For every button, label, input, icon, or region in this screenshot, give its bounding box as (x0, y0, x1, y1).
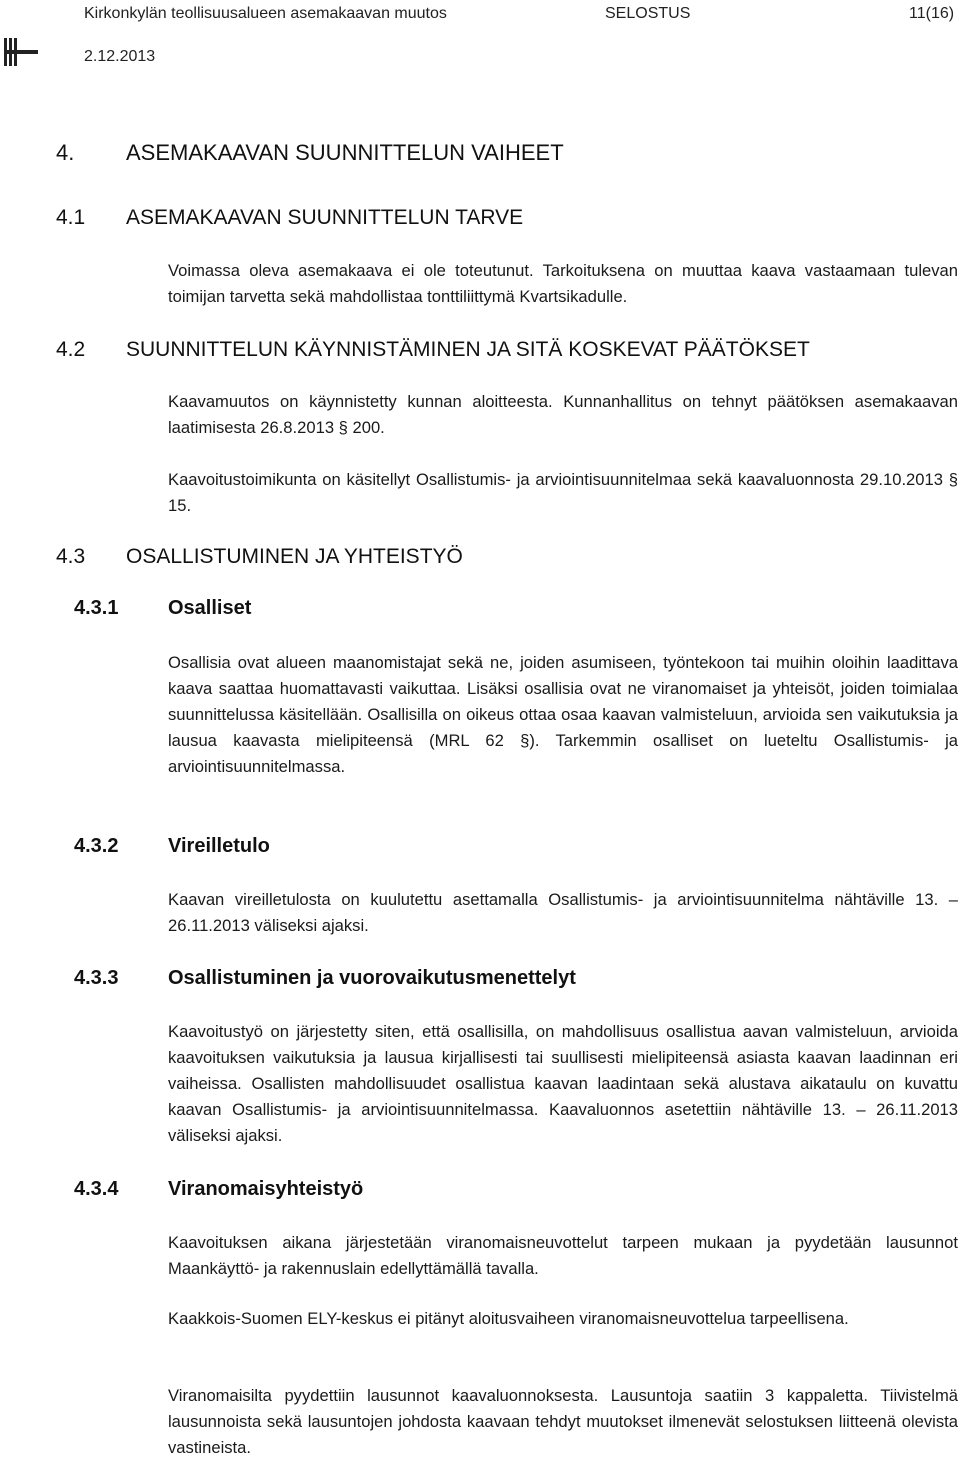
section-number: 4.3.1 (74, 597, 119, 619)
document-date: 2.12.2013 (84, 48, 156, 65)
section-number: 4.3.2 (74, 835, 119, 857)
section-number: 4.3.4 (74, 1178, 119, 1200)
section-title: Osallistuminen ja vuorovaikutusmenettelyt (168, 967, 576, 989)
paragraph: Kaavoitustoimikunta on käsitellyt Osallistumis- ja arviointisuunnitelmaa sekä kaavaluonnosta 29.10.2013 § 15. (168, 470, 958, 515)
section-heading-4 (56, 140, 564, 166)
section-title: ASEMAKAAVAN SUUNNITTELUN TARVE (126, 206, 524, 229)
section-heading-4-2 (56, 338, 810, 362)
paragraph: Viranomaisilta pyydettiin lausunnot kaavaluonnoksesta. Lausuntoja saatiin 3 kappaletta. Tiivistelmä lausunnoista sekä lausuntojen johdosta kaavaan tehdyt muutokset ilmenevät selostuksen liitteenä olevista vastineista. (168, 1386, 958, 1457)
section-number: 4.3.3 (74, 967, 119, 989)
paragraph: Osallisia ovat alueen maanomistajat sekä ne, joiden asumiseen, työntekoon tai muihin oloihin laadittava kaava saattaa huomattavasti vaikuttaa. Lisäksi osallisia ovat ne viranomaiset ja yhteisöt, joiden toimialaa suunnittelussa käsitellään. Osallisilla on oikeus ottaa osaa kaavan valmisteluun, arvioida sen vaikutuksia ja lausua kaavasta mielipiteensä (MRL 62 §). Tarkemmin osalliset on lueteltu Osallistumis- ja arviointisuunnitelmassa. (168, 653, 958, 776)
section-heading-4-3-2 (74, 835, 270, 858)
section-heading-4-3 (56, 545, 463, 569)
document-title: Kirkonkylän teollisuusalueen asemakaavan muutos (84, 5, 447, 22)
section-title: OSALLISTUMINEN JA YHTEISTYÖ (126, 545, 463, 568)
section-heading-4-3-4 (74, 1178, 363, 1201)
section-heading-4-3-3 (74, 967, 576, 990)
section-number: 4.2 (56, 338, 86, 361)
section-heading-4-1 (56, 206, 523, 230)
paragraph: Kaavan vireilletulosta on kuulutettu asettamalla Osallistumis- ja arviointisuunnitelma nähtäville 13. – 26.11.2013 väliseksi ajaksi. (168, 890, 958, 935)
section-title: ASEMAKAAVAN SUUNNITTELUN VAIHEET (126, 140, 564, 165)
document-type: SELOSTUS (605, 5, 691, 22)
section-title: Osalliset (168, 597, 252, 619)
section-title: Viranomaisyhteistyö (168, 1178, 364, 1200)
paragraph: Kaakkois-Suomen ELY-keskus ei pitänyt aloitusvaiheen viranomaisneuvottelua tarpeellisena. (168, 1309, 849, 1328)
paragraph: Kaavoitustyö on järjestetty siten, että osallisilla, on mahdollisuus osallistua aavan valmisteluun, arvioida kaavoituksen vaikutuksia ja lausua kirjallisesti tai suullisesti mielipiteensä asiasta kaavan laadinnan eri vaiheissa. Osallisten mahdollisuudet osallistua kaavan laadintaan sekä alustava aikataulu on kuvattu kaavan Osallistumis- ja arviointisuunnitelmassa. Kaavaluonnos asetettiin nähtäville 13. – 26.11.2013 väliseksi ajaksi. (168, 1022, 958, 1145)
page-number: 11(16) (909, 5, 955, 22)
section-number: 4.1 (56, 206, 86, 229)
section-heading-4-3-1 (74, 597, 251, 620)
section-title: Vireilletulo (168, 835, 270, 857)
paragraph: Kaavoituksen aikana järjestetään viranomaisneuvottelut tarpeen mukaan ja pyydetään lausunnot Maankäyttö- ja rakennuslain edellyttämällä tavalla. (168, 1233, 958, 1278)
paragraph: Voimassa oleva asemakaava ei ole toteutunut. Tarkoituksena on muuttaa kaava vastaamaan tulevan toimijan tarvetta sekä mahdollistaa tonttiliittymä Kvartsikadulle. (168, 261, 958, 306)
section-number: 4. (56, 140, 75, 165)
section-number: 4.3 (56, 545, 86, 568)
company-logo (4, 38, 38, 66)
section-title: SUUNNITTELUN KÄYNNISTÄMINEN JA SITÄ KOSKEVAT PÄÄTÖKSET (126, 338, 810, 361)
paragraph: Kaavamuutos on käynnistetty kunnan aloitteesta. Kunnanhallitus on tehnyt päätöksen asemakaavan laatimisesta 26.8.2013 § 200. (168, 392, 958, 437)
